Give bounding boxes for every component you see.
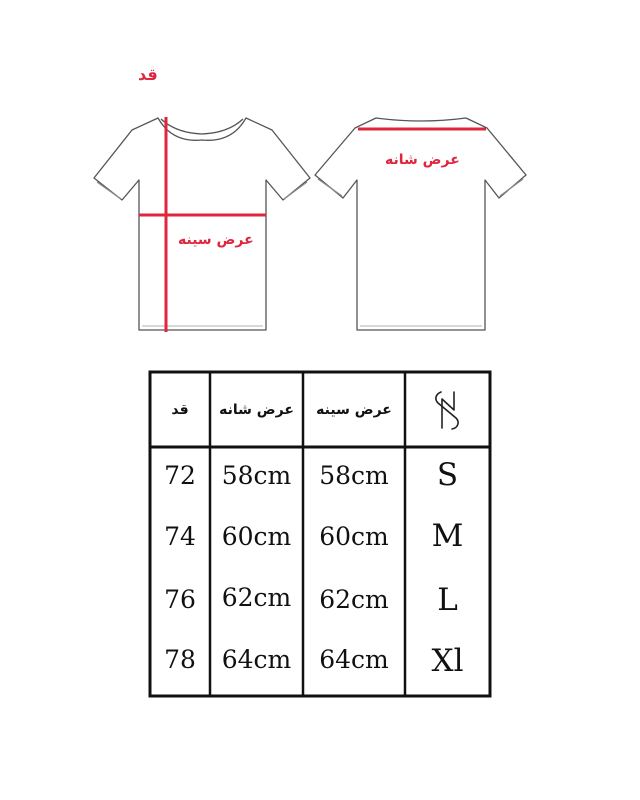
row-2-size: M bbox=[431, 518, 464, 554]
row-3-shoulder: 62cm bbox=[221, 582, 292, 612]
row-3-size: L bbox=[437, 582, 458, 618]
row-4-chest: 64cm bbox=[319, 644, 389, 674]
row-1-chest: 58cm bbox=[319, 460, 389, 490]
shirt-diagrams bbox=[0, 0, 640, 350]
front-shirt-outline bbox=[94, 118, 310, 330]
row-4-size: Xl bbox=[431, 643, 464, 679]
row-1-shoulder: 58cm bbox=[221, 460, 292, 490]
row-1-length: 72 bbox=[164, 460, 196, 490]
shoulder-width-label: عرض شانه bbox=[385, 152, 460, 168]
row-2-length: 74 bbox=[164, 521, 196, 551]
row-2-shoulder: 60cm bbox=[221, 521, 292, 551]
row-3-chest: 62cm bbox=[319, 584, 389, 614]
brand-logo-icon bbox=[407, 374, 488, 445]
shirt-outlines bbox=[0, 0, 640, 350]
row-2-chest: 60cm bbox=[319, 521, 389, 551]
size-chart-table bbox=[148, 370, 492, 698]
header-length: قد bbox=[171, 401, 189, 418]
back-shirt-outline bbox=[315, 118, 526, 330]
brand-logo-icon bbox=[430, 388, 466, 432]
chest-width-label: عرض سینه bbox=[178, 232, 254, 248]
row-1-size: S bbox=[436, 457, 459, 493]
length-label: قد bbox=[138, 65, 158, 84]
row-4-length: 78 bbox=[164, 644, 196, 674]
row-3-length: 76 bbox=[164, 584, 196, 614]
header-chest-width: عرض سینه bbox=[316, 401, 392, 418]
row-4-shoulder: 64cm bbox=[221, 644, 292, 674]
header-shoulder-width: عرض شانه bbox=[219, 401, 294, 418]
